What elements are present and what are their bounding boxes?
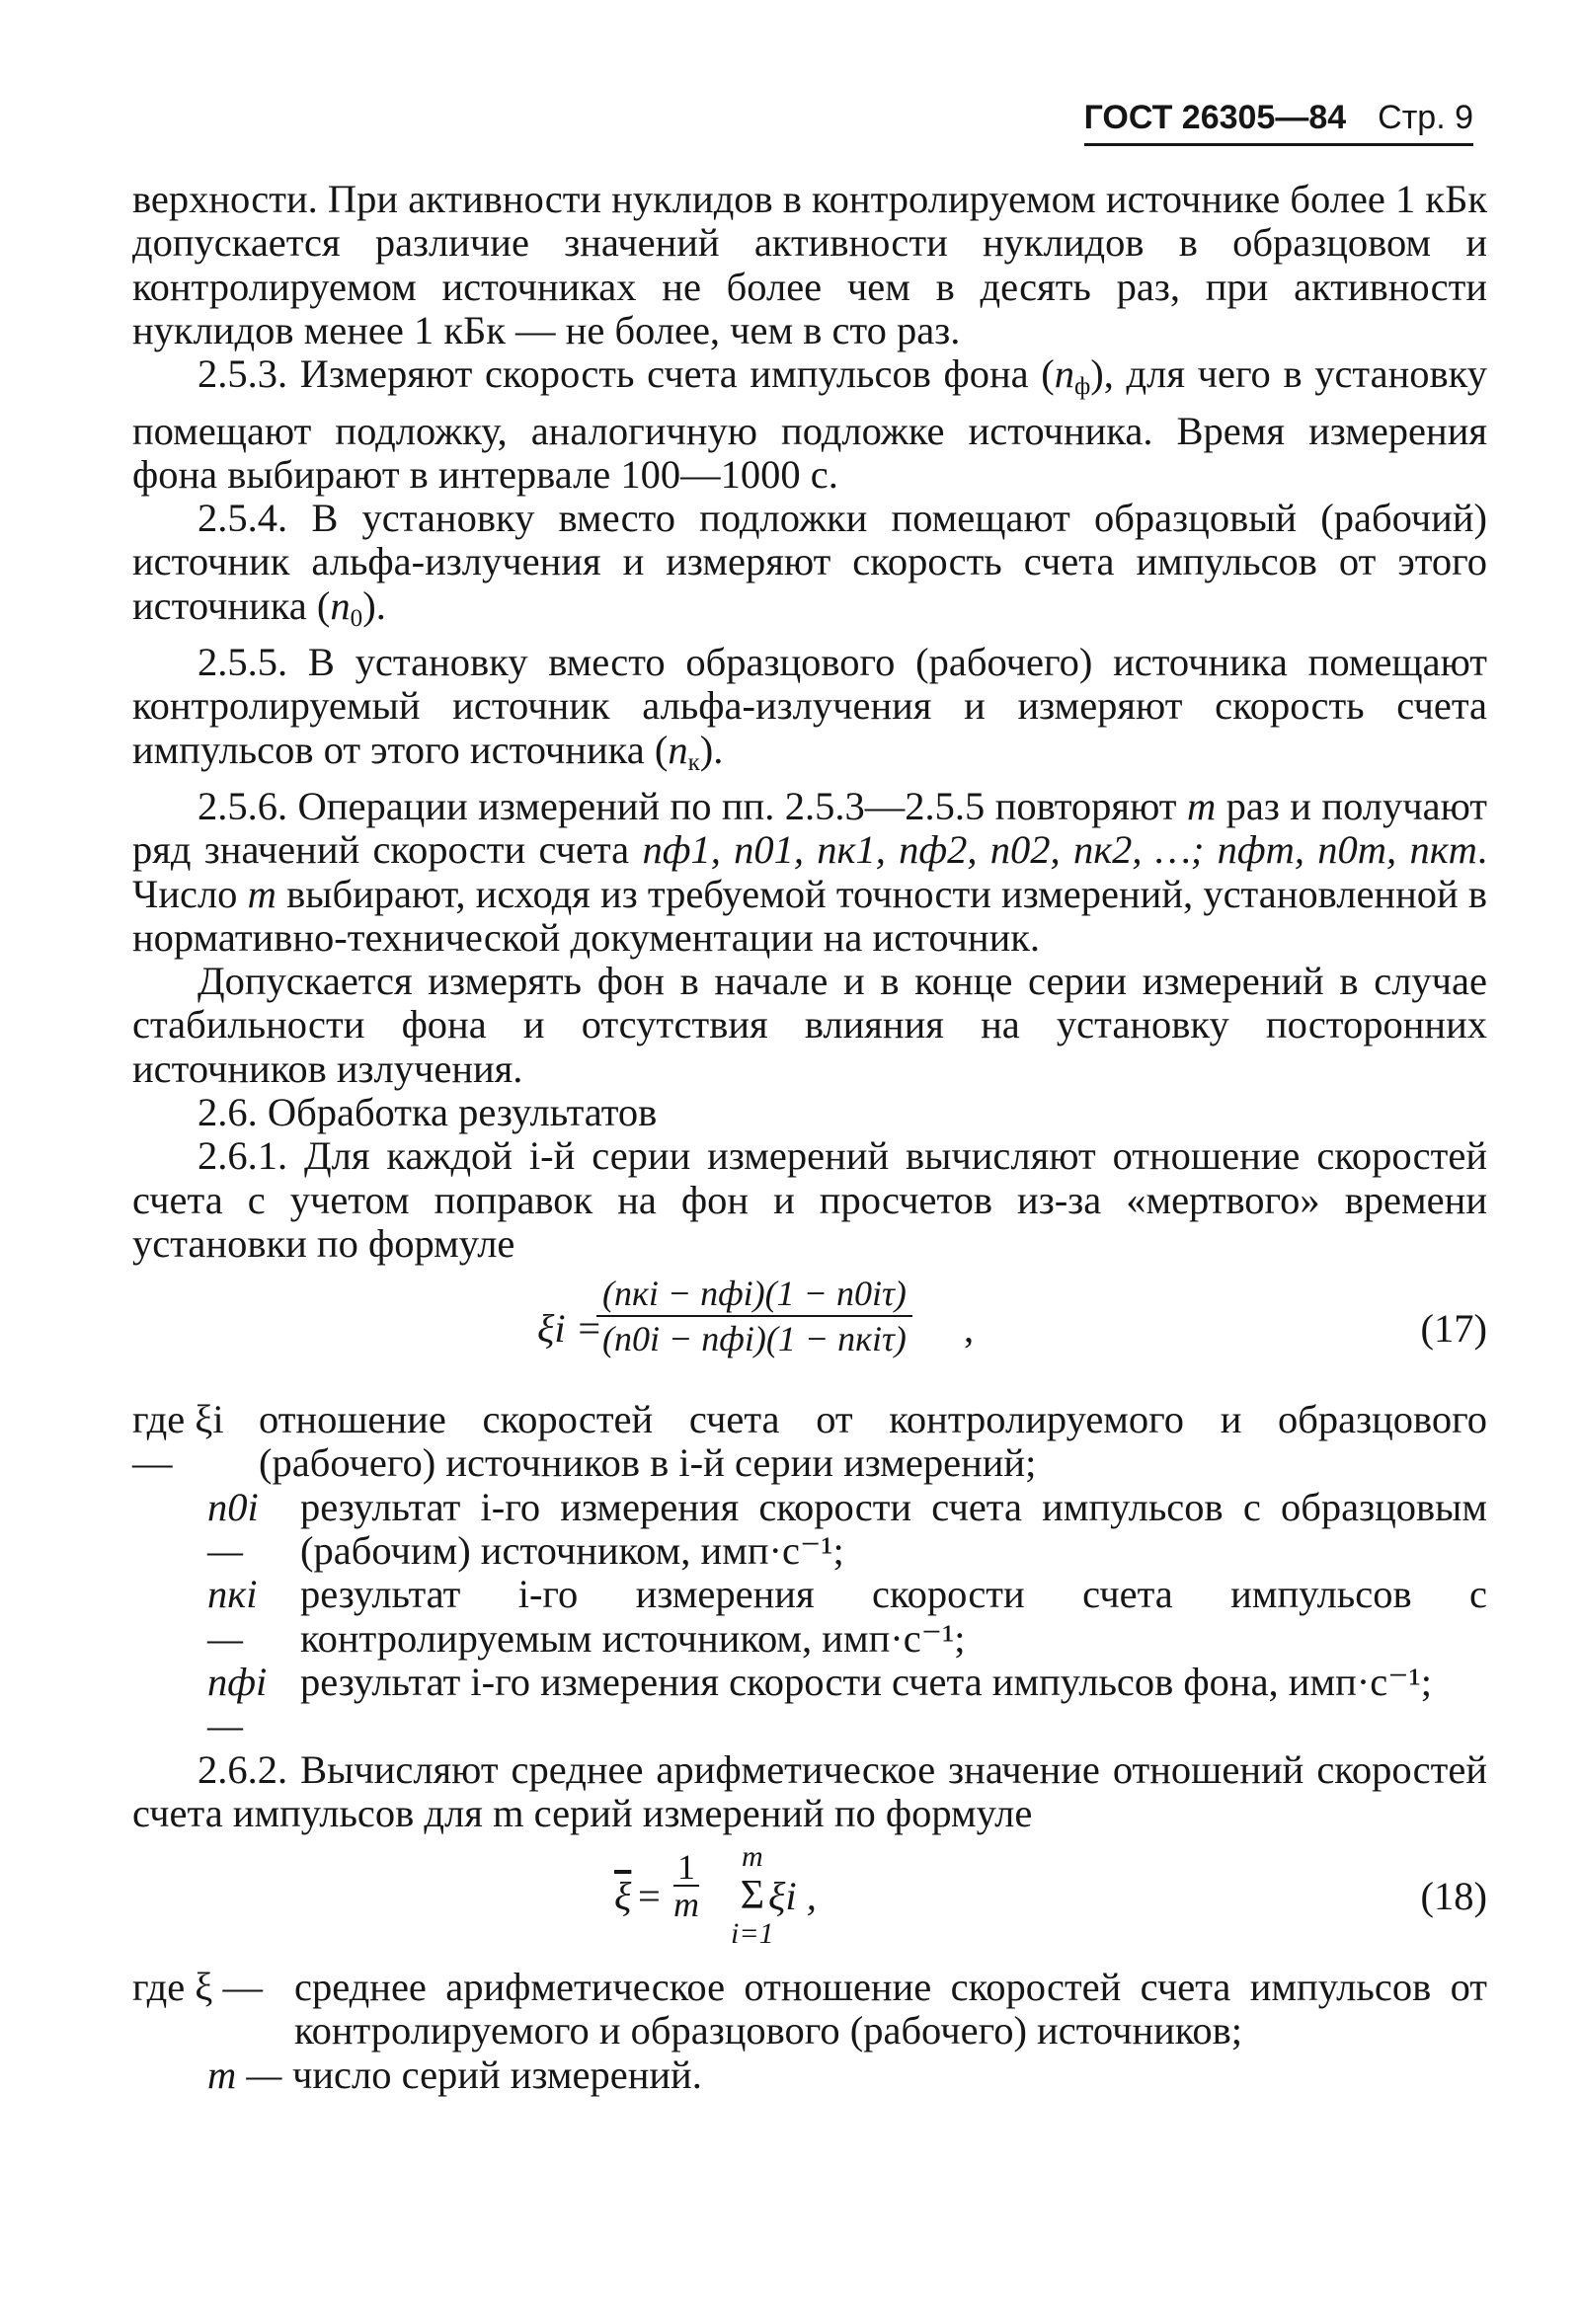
definition-text: отношение скоростей счета от контролируемого и образцового (рабочего) источников в i-й серии измерений; (259, 1397, 1487, 1486)
formula-fraction (596, 1272, 912, 1360)
paragraph-2-6-1: 2.6.1. Для каждой i-й серии измерений вычисляют отношение скоростей счета с учетом поправок на фон и просчетов из-за «мертвого» времени установки по формуле (132, 1133, 1487, 1266)
sum-upper-limit: m (741, 1840, 763, 1874)
symbol: n (1054, 351, 1075, 397)
formula-comma: , (964, 1306, 975, 1352)
text-run: раз и получают ряд значений скорости счета (132, 783, 1488, 873)
sum-lower-limit: i=1 (731, 1917, 774, 1951)
page-header (1084, 95, 1473, 146)
definition-text: результат i-го измерения скорости счета импульсов фона, имп·с⁻¹; (300, 1659, 1433, 1704)
definition-text: среднее арифметическое отношение скоростей счета импульсов от контролируемого и образцового (рабочего) источников; (294, 1965, 1487, 2053)
section-heading-2-6: 2.6. Обработка результатов (198, 1089, 658, 1134)
formula-fraction (673, 1847, 699, 1925)
symbol: m (247, 871, 276, 916)
document-body (132, 178, 1487, 2097)
formula-18 (132, 1839, 1487, 1956)
equation-number: (17) (1420, 1306, 1487, 1352)
definition-row (132, 2053, 1487, 2097)
paragraph-2-6-2: 2.6.2. Вычисляют среднее арифметическое значение отношений скоростей счета импульсов для m серий измерений по формуле (132, 1746, 1487, 1835)
definition-symbol: где ξ — (132, 1965, 263, 2010)
formula-denominator: (n0i − nфi)(1 − nкiτ) (602, 1319, 907, 1359)
formula-lhs: $\overline{\xi}$ (614, 1874, 632, 1919)
definition-text: число серий измерений. (292, 2052, 702, 2097)
paragraph: Допускается измерять фон в начале и в конце серии измерений в случае стабильности фона и отсутствия влияния на установку посторонних источников излучения. (132, 959, 1487, 1091)
definition-symbol: где ξi — (132, 1397, 224, 1486)
definition-row (132, 1661, 1487, 1748)
symbol: n (668, 727, 688, 772)
page-number: Стр. 9 (1378, 99, 1473, 136)
definition-row (132, 1398, 1487, 1486)
definition-text: результат i-го измерения скорости счета импульсов с образцовым (рабочим) источником, имп·с⁻¹; (300, 1484, 1487, 1574)
paragraph-2-5-5 (132, 641, 1487, 785)
definition-symbol: n0i — (207, 1484, 259, 1574)
text-run: 2.5.6. Операции измерений по пп. 2.5.3—2.5.5 повторяют (198, 783, 1177, 828)
fraction-numerator: 1 (673, 1849, 699, 1887)
sigma-symbol: Σ (740, 1873, 765, 1919)
definition-symbol: m — (207, 2052, 282, 2097)
gost-number: ГОСТ 26305—84 (1083, 99, 1347, 136)
text-run: выбирают, исходя из требуемой точности измерений, установленной в нормативно-технической документации на источник. (132, 871, 1488, 960)
subscript: ф (1074, 373, 1091, 401)
text-run: . Число (132, 827, 1488, 916)
text-run: 2.5.5. В установку вместо образцового (рабочего) источника помещают контролируемый источник альфа-излучения и измеряют скорость счета импульсов от этого источника ( (132, 640, 1487, 772)
definition-symbol: nкi — (207, 1572, 258, 1661)
paragraph-2-5-3 (132, 352, 1487, 497)
equation-number: (18) (1420, 1874, 1487, 1919)
formula-equals: = (638, 1874, 661, 1919)
text-run: ). (362, 582, 386, 628)
definition-row (132, 1573, 1487, 1661)
text-run: 2.5.4. В установку вместо подложки помещают образцовый (рабочий) источник альфа-излучения и измеряют скорость счета импульсов от этого источника ( (132, 496, 1487, 628)
definition-row (132, 1486, 1487, 1574)
subscript: к (687, 748, 700, 776)
definition-row (132, 1966, 1487, 2053)
symbol: n (330, 582, 351, 628)
paragraph: верхности. При активности нуклидов в контролируемом источнике более 1 кБк допускается различие значений активности нуклидов в образцовом и контролируемом источниках не более чем в десять раз, при активности нуклидов менее 1 кБк — не более, чем в сто раз. (132, 177, 1487, 352)
subscript: 0 (350, 604, 363, 632)
text-run: 2.5.3. Измеряют скорость счета импульсов фона ( (198, 351, 1055, 397)
paragraph-2-5-4 (132, 497, 1487, 641)
formula-numerator: (nкi − nфi)(1 − n0iτ) (596, 1272, 912, 1317)
formula-term: ξi , (768, 1874, 817, 1919)
definitions-17 (132, 1398, 1487, 1747)
formula-17 (132, 1272, 1487, 1390)
paragraph-2-5-6 (132, 785, 1487, 960)
fraction-denominator: m (673, 1885, 699, 1925)
symbol: m (1186, 783, 1217, 828)
text-run: ), для чего в установку помещают подложку, аналогичную подложке источника. Время измерения фона выбирают в интервале 100—1000 с. (132, 351, 1487, 497)
definitions-18 (132, 1966, 1487, 2097)
series-symbols: nф1, n01, nк1, nф2, n02, nк2, …; nфm, n0m, nкm (642, 827, 1477, 873)
text-run: ). (699, 727, 724, 772)
definition-symbol: nфi — (207, 1659, 268, 1748)
definition-text: результат i-го измерения скорости счета импульсов с контролируемым источником, имп·с⁻¹; (300, 1572, 1487, 1661)
formula-lhs: ξi = (537, 1306, 603, 1352)
